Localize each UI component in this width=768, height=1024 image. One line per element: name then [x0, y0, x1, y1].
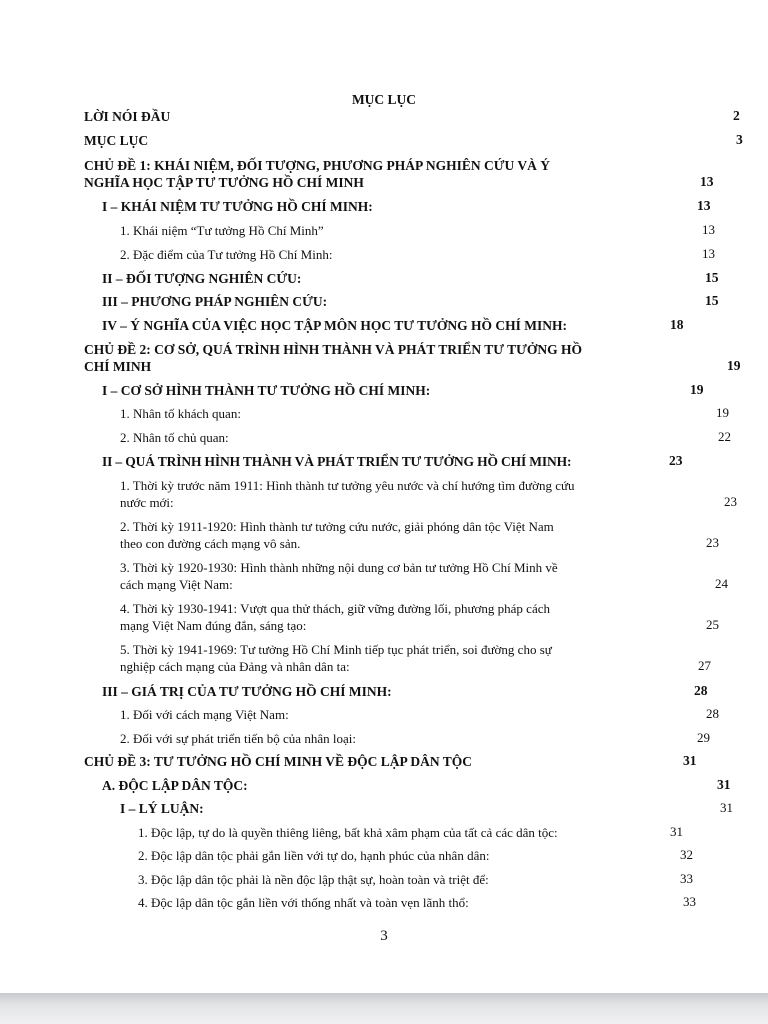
toc-page-number: 29 — [697, 730, 710, 745]
toc-entry-item: 2. Độc lập dân tộc phải gắn liền với tự do, hạnh phúc của nhân dân: — [138, 848, 490, 863]
toc-page-number: 24 — [715, 576, 728, 591]
toc-page-number: 3 — [736, 132, 743, 147]
toc-page-number: 13 — [700, 174, 714, 189]
toc-page-number: 23 — [669, 453, 683, 468]
toc-entry-period-cont: theo con đường cách mạng vô sản. — [120, 536, 301, 551]
toc-entry-section: IV – Ý NGHĨA CỦA VIỆC HỌC TẬP MÔN HỌC TƯ TƯỞNG HỒ CHÍ MINH: — [102, 318, 568, 333]
toc-entry-period-cont: nước mới: — [120, 495, 174, 510]
toc-page-number: 33 — [683, 894, 696, 909]
toc-page-number: 19 — [727, 358, 741, 373]
toc-entry-period-cont: mạng Việt Nam đúng đắn, sáng tạo: — [120, 618, 307, 633]
toc-page-number: 31 — [717, 777, 731, 792]
toc-entry-section: II – QUÁ TRÌNH HÌNH THÀNH VÀ PHÁT TRIỂN TƯ TƯỞNG HỒ CHÍ MINH: — [102, 454, 572, 469]
toc-page-number: 23 — [706, 535, 719, 550]
toc-entry-item: 3. Độc lập dân tộc phải là nền độc lập thật sự, hoàn toàn và triệt để: — [138, 872, 489, 887]
toc-entry-chapter-3: CHỦ ĐỀ 3: TƯ TƯỞNG HỒ CHÍ MINH VỀ ĐỘC LẬP DÂN TỘC — [84, 754, 473, 769]
toc-page-number: 13 — [697, 198, 711, 213]
toc-entry-section: III – GIÁ TRỊ CỦA TƯ TƯỞNG HỒ CHÍ MINH: — [102, 684, 392, 699]
toc-page-number: 31 — [670, 824, 683, 839]
toc-entry-section: III – PHƯƠNG PHÁP NGHIÊN CỨU: — [102, 294, 328, 309]
toc-page-number: 22 — [718, 429, 731, 444]
toc-page-number: 18 — [670, 317, 684, 332]
toc-entry-chapter-2: CHỦ ĐỀ 2: CƠ SỞ, QUÁ TRÌNH HÌNH THÀNH VÀ PHÁT TRIỂN TƯ TƯỞNG HỒ — [84, 342, 582, 357]
toc-page-number: 28 — [706, 706, 719, 721]
toc-entry-preface: LỜI NÓI ĐẦU — [84, 109, 171, 124]
toc-entry-chapter-1-cont: NGHĨA HỌC TẬP TƯ TƯỞNG HỒ CHÍ MINH — [84, 175, 364, 190]
toc-entry-period-cont: nghiệp cách mạng của Đảng và nhân dân ta: — [120, 659, 350, 674]
toc-entry-chapter-1: CHỦ ĐỀ 1: KHÁI NIỆM, ĐỐI TƯỢNG, PHƯƠNG PHÁP NGHIÊN CỨU VÀ Ý — [84, 158, 551, 173]
toc-entry-period: 5. Thời kỳ 1941-1969: Tư tưởng Hồ Chí Minh tiếp tục phát triển, soi đường cho sự — [120, 642, 552, 657]
toc-entry-period: 3. Thời kỳ 1920-1930: Hình thành những nội dung cơ bản tư tưởng Hồ Chí Minh về — [120, 560, 558, 575]
toc-entry-period: 2. Thời kỳ 1911-1920: Hình thành tư tưởng cứu nước, giải phóng dân tộc Việt Nam — [120, 519, 554, 534]
page-bottom-edge — [0, 993, 768, 1024]
toc-title: MỤC LỤC — [351, 92, 417, 107]
toc-page-number: 19 — [716, 405, 729, 420]
toc-page-number: 31 — [683, 753, 697, 768]
toc-entry-subsection: 2. Đối với sự phát triển tiến bộ của nhân loại: — [120, 731, 356, 746]
toc-entry-period: 4. Thời kỳ 1930-1941: Vượt qua thử thách, giữ vững đường lối, phương pháp cách — [120, 601, 550, 616]
toc-page-number: 27 — [698, 658, 711, 673]
toc-entry-section: I – CƠ SỞ HÌNH THÀNH TƯ TƯỞNG HỒ CHÍ MINH: — [102, 383, 431, 398]
toc-entry-part: A. ĐỘC LẬP DÂN TỘC: — [102, 778, 248, 793]
toc-page-number: 31 — [720, 800, 733, 815]
page-footer-number: 3 — [380, 928, 388, 944]
toc-entry-item: 4. Độc lập dân tộc gắn liền với thống nhất và toàn vẹn lãnh thổ: — [138, 895, 469, 910]
toc-entry-section: I – LÝ LUẬN: — [120, 801, 204, 816]
toc-entry-period: 1. Thời kỳ trước năm 1911: Hình thành tư tưởng yêu nước và chí hướng tìm đường cứu — [120, 478, 575, 493]
toc-entry-subsection: 1. Nhân tố khách quan: — [120, 406, 241, 421]
toc-entry-contents: MỤC LỤC — [84, 133, 149, 148]
toc-page-number: 2 — [733, 108, 740, 123]
toc-page-number: 13 — [702, 246, 715, 261]
toc-entry-section: II – ĐỐI TƯỢNG NGHIÊN CỨU: — [102, 271, 302, 286]
toc-page-number: 28 — [694, 683, 708, 698]
toc-page-number: 23 — [724, 494, 737, 509]
toc-entry-period-cont: cách mạng Việt Nam: — [120, 577, 233, 592]
toc-entry-subsection: 2. Đặc điểm của Tư tưởng Hồ Chí Minh: — [120, 247, 333, 262]
toc-page-number: 19 — [690, 382, 704, 397]
toc-page-number: 13 — [702, 222, 715, 237]
toc-page-number: 15 — [705, 270, 719, 285]
toc-entry-subsection: 1. Đối với cách mạng Việt Nam: — [120, 707, 289, 722]
toc-page-number: 32 — [680, 847, 693, 862]
toc-page-number: 15 — [705, 293, 719, 308]
toc-page-number: 25 — [706, 617, 719, 632]
toc-entry-item: 1. Độc lập, tự do là quyền thiêng liêng, bất khả xâm phạm của tất cả các dân tộc: — [138, 825, 558, 840]
toc-entry-chapter-2-cont: CHÍ MINH — [84, 359, 152, 374]
toc-page-number: 33 — [680, 871, 693, 886]
toc-entry-subsection: 1. Khái niệm “Tư tưởng Hồ Chí Minh” — [120, 223, 324, 238]
toc-entry-section: I – KHÁI NIỆM TƯ TƯỞNG HỒ CHÍ MINH: — [102, 199, 373, 214]
toc-entry-subsection: 2. Nhân tố chủ quan: — [120, 430, 229, 445]
